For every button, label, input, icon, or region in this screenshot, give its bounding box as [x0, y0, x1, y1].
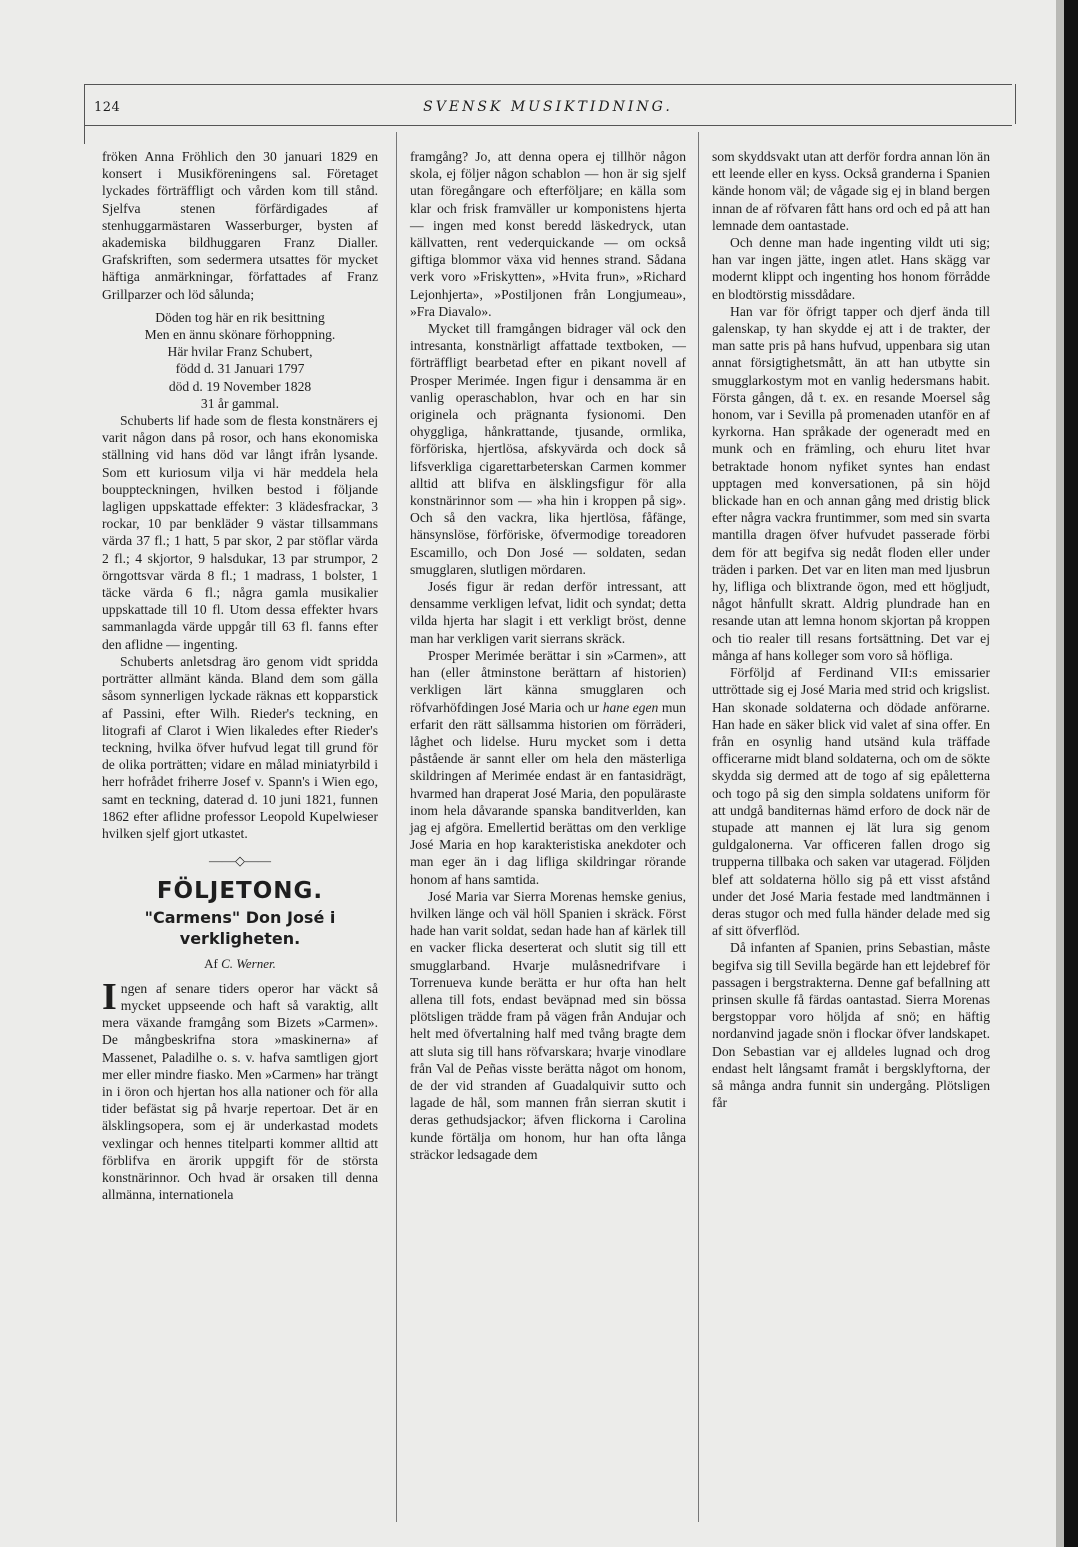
column-1: [102, 148, 378, 1203]
col2-paragraph-3: Josés figur är redan derför intressant, att densamme verkligen lefvat, lidit och syndat; detta vilda hjerta har slagit i ett verkligt bröst, denne man har verkligen varit sierrans skräck.: [410, 579, 686, 646]
header-left-rule: [84, 84, 85, 144]
page-header: [84, 84, 1012, 126]
section-ornament: ——◇——: [209, 853, 271, 869]
column-rule-2: [698, 132, 699, 1522]
col3-paragraph-3: Han var för öfrigt tapper och djerf ända till galenskap, ty han skydde ej att i de trakter, der man satte pris på hans hufvud, uppenbara sig utan annat försigtighetsmått, än att han utbytte sin smugglarkostym mot en vanlig hedersmans habit. Första gången, då t. ex. en resande Moersel såg honom, var i Sevilla på promenaden utanför en af kyrkorna. Han språkade der ogeneradt med en munk och en främling, och ehuru litet hvar betraktade honom nyfiket syntes han endast upptagen med konversationen, på sin höjd blickade han en och annan gång med dristig blick efter några vackra fruntimmer, som med sin svarta mantilla dragen öfver hufvudet passerade förbi dem för att begifva sig nedåt floden eller under träden i parken. Det var en liten man med ljusbrun hy, lifliga och blixtrande ögon, med ett högljudt, något hånfullt skratt. Aldrig plundrade han en resande utan att lemna honom skjortan på kroppen och tio realer till resans fortsättning. Det var ej många af hans kolleger som voro så höfliga.: [712, 303, 990, 663]
poem-line: Här hvilar Franz Schubert,: [167, 344, 313, 360]
article-title: "Carmens" Don José i verkligheten.: [144, 907, 336, 948]
drop-cap: I: [102, 975, 117, 1018]
byline-prefix: Af: [204, 955, 218, 971]
col2-paragraph-4: [410, 647, 686, 888]
page: [84, 84, 1014, 1514]
col3-paragraph-5: Då infanten af Spanien, prins Sebastian, måste begifva sig till Sevilla begärde han ett lejdebref för passagen i bergstrakterna. Denne gaf befallning att prinsen skulle få färdas oantastad. Sierra Morenas bergstoppar voro höljda af snö; en häftig nordanvind jagade snön i flockar öfver landskapet. Don Sebastian var ej alldeles lugnad och drog endast helt långsamt framåt i bergsklyftorna, der så många andra funnit sin undergång. Plötsligen får: [712, 940, 990, 1111]
col1-paragraph-2: Schuberts lif hade som de flesta konstnärers ej varit någon dans på rosor, och hans ekonomiska ställning vid hans död var långt ifrån lysande. Som ett kuriosum vilja vi här meddela hela bouppteckningen, hvilken bestod i följande lagligen uppskattade effekter: 3 klädesfrackar, 3 rockar, 10 par benkläder 9 västar tillsammans värda 37 fl.; 1 hatt, 5 par skor, 2 par stöflar värda 2 fl.; 4 skjortor, 9 halsdukar, 13 par strumpor, 2 örngottsvar värda 8 fl.; 1 madrass, 1 bolster, 1 täcke värda 6 fl.; några gamla musikalier uppskattade till 10 fl. Utom dessa effekter hvars sammanlagda värde uppgår till 63 fl. fanns efter den aflidne — ingenting.: [102, 413, 378, 652]
col2-p4-italic: hane egen: [602, 699, 659, 715]
running-title: SVENSK MUSIKTIDNING.: [423, 99, 673, 115]
col2-p4-before: Prosper Merimée berättar i sin »Carmen», att han (eller åtminstone berättarn af historien) verkligen lärt känna smugglaren och röfvarhöfdingen José Maria och ur: [410, 647, 686, 715]
page-shadow-strip: [1056, 0, 1064, 1547]
poem-line: 31 år gammal.: [200, 395, 280, 411]
column-2: [410, 148, 686, 1163]
page-number: 124: [94, 100, 121, 115]
poem-line: död d. 19 November 1828: [168, 378, 312, 394]
col1-paragraph-4-text: ngen af senare tiders operor har väckt så mycket uppseende och haft så varaktig, allt mera växande framgång som Bizets »Carmen». De mångbeskrifna stora »maskinerna» af Massenet, Paladilhe o. s. v. hafva samtligen gjort mer eller mindre fiasko. Men »Carmen» har trängt in i öron och hjertan hos alla nationer och för alla tider befästat sig på hvarje repertoar. Det är en älsklingsopera, som ej är underkastad modets vexlingar och hennes titelparti kommer alltid att förblifva en ärorik uppgift för de största konstnärinnor. Och hvad är orsaken till denna allmänna, internationela: [102, 980, 378, 1203]
col2-paragraph-1: framgång? Jo, att denna opera ej tillhör någon skola, ej följer någon schablon — hon är sig sjelf utan föregångare och efterföljare; en källa som klar och frisk framväller ur komponistens hjerta — ingen med konst beredd läskedryck, utan källvatten, rent vederquickande — om också giftiga blommor växa vid hennes strand. Sådana verk voro »Friskytten», »Hvita frun», »Richard Lejonhjerta», »Postiljonen från Longjumeau», »Fra Diavalo».: [410, 149, 686, 319]
epitaph-poem: [102, 309, 378, 412]
column-3: [712, 148, 990, 1111]
col1-paragraph-4: [102, 975, 378, 1204]
col3-paragraph-4: Förföljd af Ferdinand VII:s emissarier uttröttade sig ej José Maria med strid och krigslist. Han skonade soldaterna och dödade anförarne. Han hade en säker blick vid valet af sina offer. En från en osynlig hand utsänd kula träffade officerarne midt bland soldaterna, och om de sökte skydda sig dermed att de togo af sig epåletterna och togo på sig den simpla soldatens uniform för att undgå banditernas hämd erforo de dock när de stupade att mannen ej lät lura sig genom guldgalonerna. Var officeren fallen drogo sig trupperna tillbaka och saken var utagerad. Följden blef att soldaterna höllo sig på ett visst afstånd under det José Maria festade med landtmännen i deras stugor och med fulla händer delade med sig af sitt öfverflöd.: [712, 665, 990, 939]
col1-paragraph-3: Schuberts anletsdrag äro genom vidt spridda porträtter allmänt kända. Bland dem som gälla såsom synnerligen lyckade räknas ett kopparstick af Passini, efter Wilh. Rieder's teckning, en litografi af Clarot i Wien likaledes efter Rieder's teckning, hvilka öfver hufvud legat till grund för de olika porträtten; vidare en målad miniatyrbild i herr hofrådet friherre Josef v. Spann's i Wien ego, samt en teckning, daterad d. 10 juni 1821, funnen 1862 efter aflidne professor Leopold Kupelwieser hvilken sjelf gjort utkastet.: [102, 653, 378, 841]
poem-line: Men en ännu skönare förhoppning.: [144, 327, 336, 343]
byline-author: C. Werner.: [221, 955, 276, 971]
scan-edge: [1064, 0, 1078, 1547]
col3-paragraph-2: Och denne man hade ingenting vildt uti sig; han var ingen jätte, ingen atlet. Hans skägg var modernt klippt och ingenting hos honom förrådde en blodtörstig missdådare.: [712, 235, 990, 302]
poem-line: född d. 31 Januari 1797: [175, 361, 305, 377]
col2-p4-after: mun erfarit den rätt sällsamma historien om förräderi, låghet och lidelse. Huru mycket som i detta påstående är sannt eller om hela den mästerliga skildringen af Merimée endast är en fantasidrägt, hvarmed han draperat José Maria, den populäraste inom hela dåvarande spanska banditverlden, kan jag ej afgöra. Emellertid berättas om den verklige José Maria en hop karakteristiska anekdoter och man eger än i dag lifliga skildringar rörande honom af hans samtida.: [410, 699, 686, 887]
byline: [102, 955, 378, 972]
header-right-rule: [1015, 84, 1016, 124]
col1-paragraph-1: fröken Anna Fröhlich den 30 januari 1829 en konsert i Musikföreningens sal. Företaget lyckades förträffligt och vården kom till stånd. Sjelfva stenen förfärdigades af stenhuggarmästaren Wasserburger, bysten af akademiska bildhuggaren Franz Dialler. Grafskriften, som sedermera utsattes för mycket häftiga anmärkningar, författades af Franz Grillparzer och löd sålunda;: [102, 149, 378, 302]
col3-paragraph-1: som skyddsvakt utan att derför fordra annan lön än ett leende eller en kyss. Också granderna i Spanien kände honom väl; de vågade sig ej in bland bergen innan de af röfvaren fått hans ord och ed på att han lemnade dem oantastade.: [712, 149, 990, 233]
col2-paragraph-5: José Maria var Sierra Morenas hemske genius, hvilken länge och väl höll Spanien i skräck. Först hade han varit soldat, sedan hade han af kärlek till en vacker flicka deserterat och slutit sig till ett smugglarband. Hvarje mulåsnedrifvare i Torrenueva kunde berätta er hur ofta han helt allena till fots, endast beväpnad med sin bössa plötsligen trädde fram på vägen från Andujar och helt med öfvertalning half med tvång bragte dem att sluta sig till hans röfvarskara; hvarje vinodlare från Val de Peñas visste berätta något om honom, de der vid stranden af Guadalquivir sutto och lagade de hål, som mannen från sierran skutit i deras gethudsjackor; äfven flickorna i Carolina kunde förtälja om honom, hur han ofta långa sträckor ledsagade dem: [410, 888, 686, 1162]
feuilleton-heading: FÖLJETONG.: [156, 878, 324, 905]
column-rule-1: [396, 132, 397, 1522]
poem-line: Döden tog här en rik besittning: [155, 309, 325, 325]
col2-paragraph-2: Mycket till framgången bidrager väl ock den intresanta, konstnärligt affattade textboken, — förträffligt bearbetad efter en pikant novell af Prosper Merimée. Ingen figur i densamma är en vanlig operaschablon, hvar och en har sin originela och prägnanta fysionomi. Den ohyggliga, hånkrattande, tjusande, ormlika, förföriska, hjertlösa, afskyvärda och dock så lifsverkliga cigarettarbeterskan Carmen kommer alltid att blifva en älsklingsfigur för alla konstnärinnor som — »ha hin i kroppen på sig». Och så den vackra, lika hjertlösa, fåfänge, hänsynslöse, förföriske, öfvermodige toreadoren Escamillo, och Don José — soldaten, sedan smugglaren, slutligen mördaren.: [410, 321, 686, 577]
